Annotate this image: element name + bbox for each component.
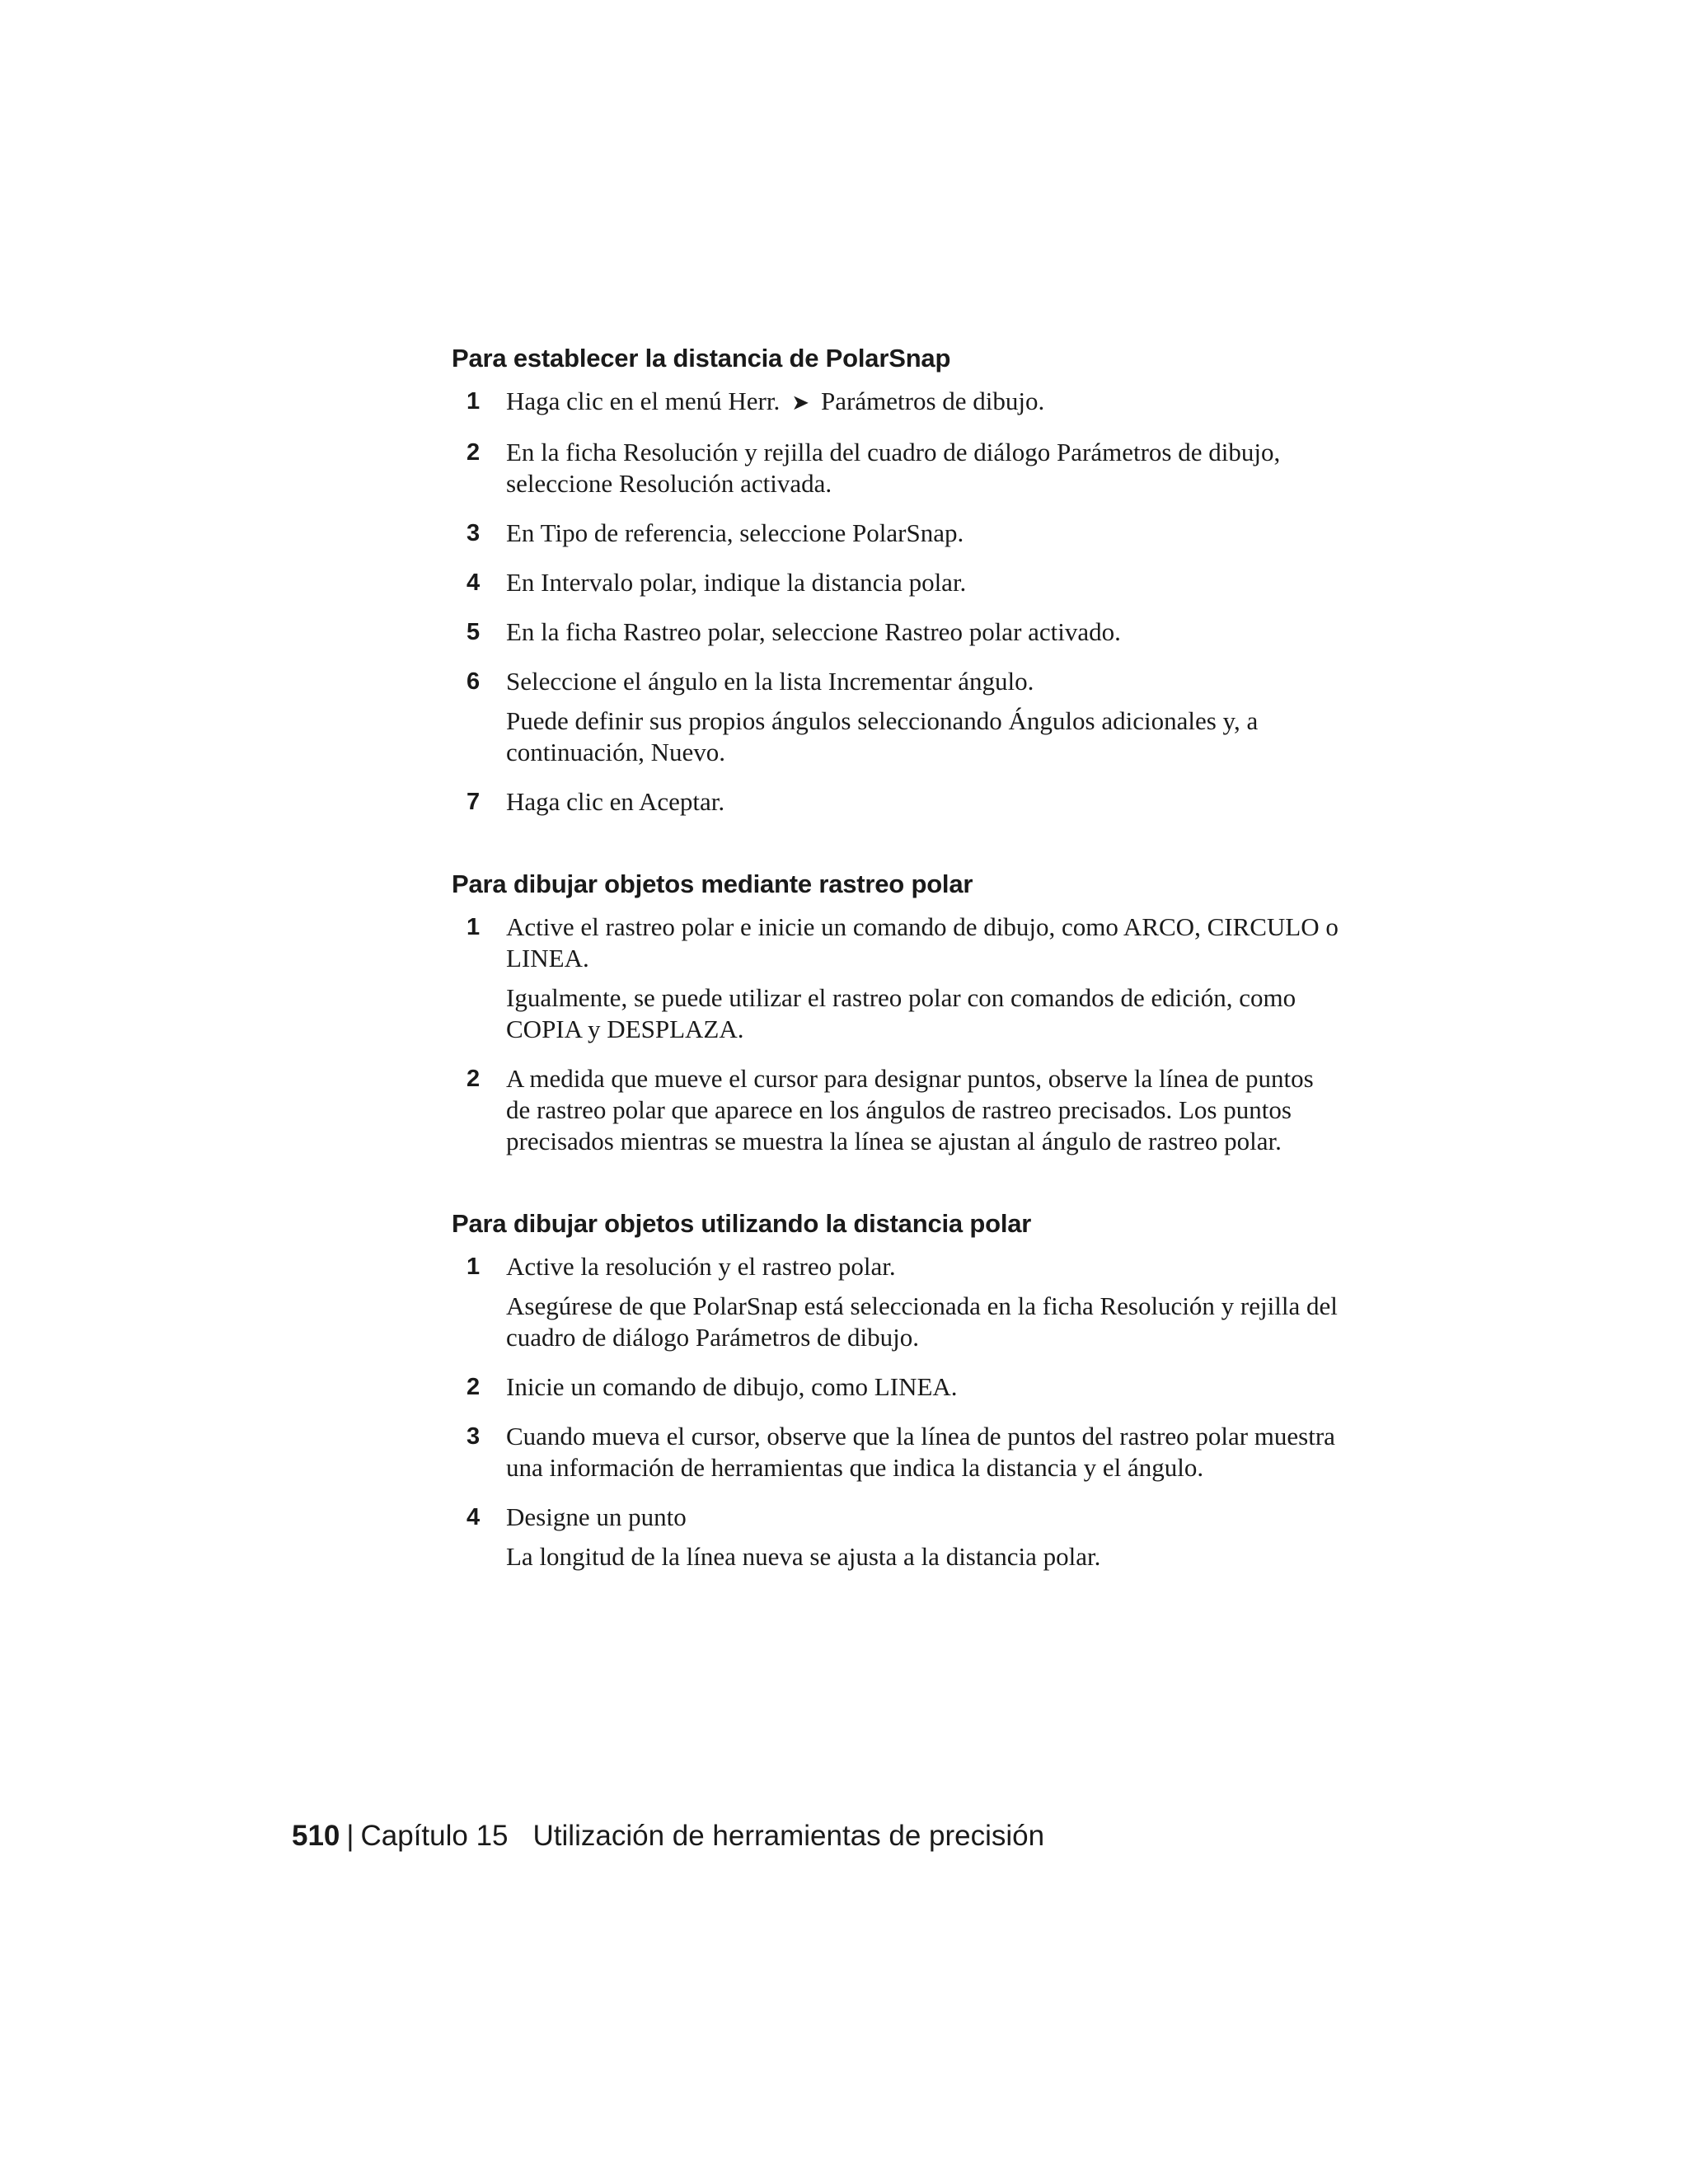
step-note: Igualmente, se puede utilizar el rastreo polar con comandos de edición, como COPIA y DESPLAZA. [506,983,1296,1043]
step-item [452,1251,1342,1353]
step-item [452,786,1342,818]
step-item [452,1063,1342,1157]
chapter-label: Capítulo 15 [360,1820,509,1852]
step-item [452,386,1342,419]
step-number: 2 [467,1374,481,1400]
step-number: 1 [467,914,481,940]
step-number: 1 [467,388,481,415]
step-text: Active el rastreo polar e inicie un comando de dibujo, como ARCO, CIRCULO o LINEA. [506,912,1339,972]
step-note: La longitud de la línea nueva se ajusta a la distancia polar. [506,1542,1101,1571]
section-polar-distance [452,1208,1342,1572]
section-polar-tracking [452,869,1342,1157]
step-item [452,1371,1342,1403]
step-text: Active la resolución y el rastreo polar. [506,1252,896,1281]
step-text-part: Haga clic en el menú Herr. [506,387,781,415]
step-text: En la ficha Resolución y rejilla del cuadro de diálogo Parámetros de dibujo, seleccione Resolución activada. [506,438,1281,498]
step-item [452,437,1342,499]
step-number: 4 [467,569,481,596]
section-heading: Para dibujar objetos utilizando la distancia polar [452,1209,1032,1238]
page-content [452,343,1342,1624]
step-text: A medida que mueve el cursor para designar puntos, observe la línea de puntos de rastreo polar que aparece en los ángulos de rastreo precisados. Los puntos precisados mientras se muestra la línea se ajustan al ángulo de rastreo polar. [506,1064,1314,1155]
step-text: En Intervalo polar, indique la distancia polar. [506,568,967,597]
step-text: Designe un punto [506,1502,687,1531]
step-note: Asegúrese de que PolarSnap está seleccionada en la ficha Resolución y rejilla del cuadro de diálogo Parámetros de dibujo. [506,1291,1338,1352]
step-number: 2 [467,439,481,466]
step-number: 4 [467,1504,481,1530]
page-footer [292,1819,1044,1854]
step-number: 3 [467,1423,481,1450]
section-heading: Para dibujar objetos mediante rastreo polar [452,869,973,898]
step-text [506,386,1342,419]
step-item [452,518,1342,549]
chapter-title: Utilización de herramientas de precisión [532,1820,1045,1852]
page-number: 510 [292,1820,340,1852]
step-item [452,666,1342,768]
step-number: 7 [467,789,481,815]
step-text: Inicie un comando de dibujo, como LINEA. [506,1372,958,1401]
menu-arrow-icon: ➤ [791,391,810,415]
step-text: En Tipo de referencia, seleccione PolarSnap. [506,518,964,547]
step-item [452,616,1342,648]
step-note: Puede definir sus propios ángulos seleccionando Ángulos adicionales y, a continuación, Nuevo. [506,706,1259,766]
step-text: Haga clic en Aceptar. [506,787,725,816]
step-text: Seleccione el ángulo en la lista Incrementar ángulo. [506,667,1034,696]
section-heading: Para establecer la distancia de PolarSnap [452,344,951,373]
step-number: 5 [467,619,481,645]
step-item [452,1502,1342,1572]
step-item [452,567,1342,598]
step-item [452,912,1342,1045]
step-number: 2 [467,1066,481,1092]
step-text: Cuando mueva el cursor, observe que la línea de puntos del rastreo polar muestra una información de herramientas que indica la distancia y el ángulo. [506,1422,1335,1482]
step-item [452,1421,1342,1483]
step-text-part: Parámetros de dibujo. [821,387,1045,415]
step-number: 1 [467,1254,481,1280]
section-polarsnap-distance [452,343,1342,818]
step-number: 3 [467,520,481,546]
footer-separator: | [346,1820,354,1852]
step-text: En la ficha Rastreo polar, seleccione Rastreo polar activado. [506,617,1121,646]
step-number: 6 [467,668,481,695]
